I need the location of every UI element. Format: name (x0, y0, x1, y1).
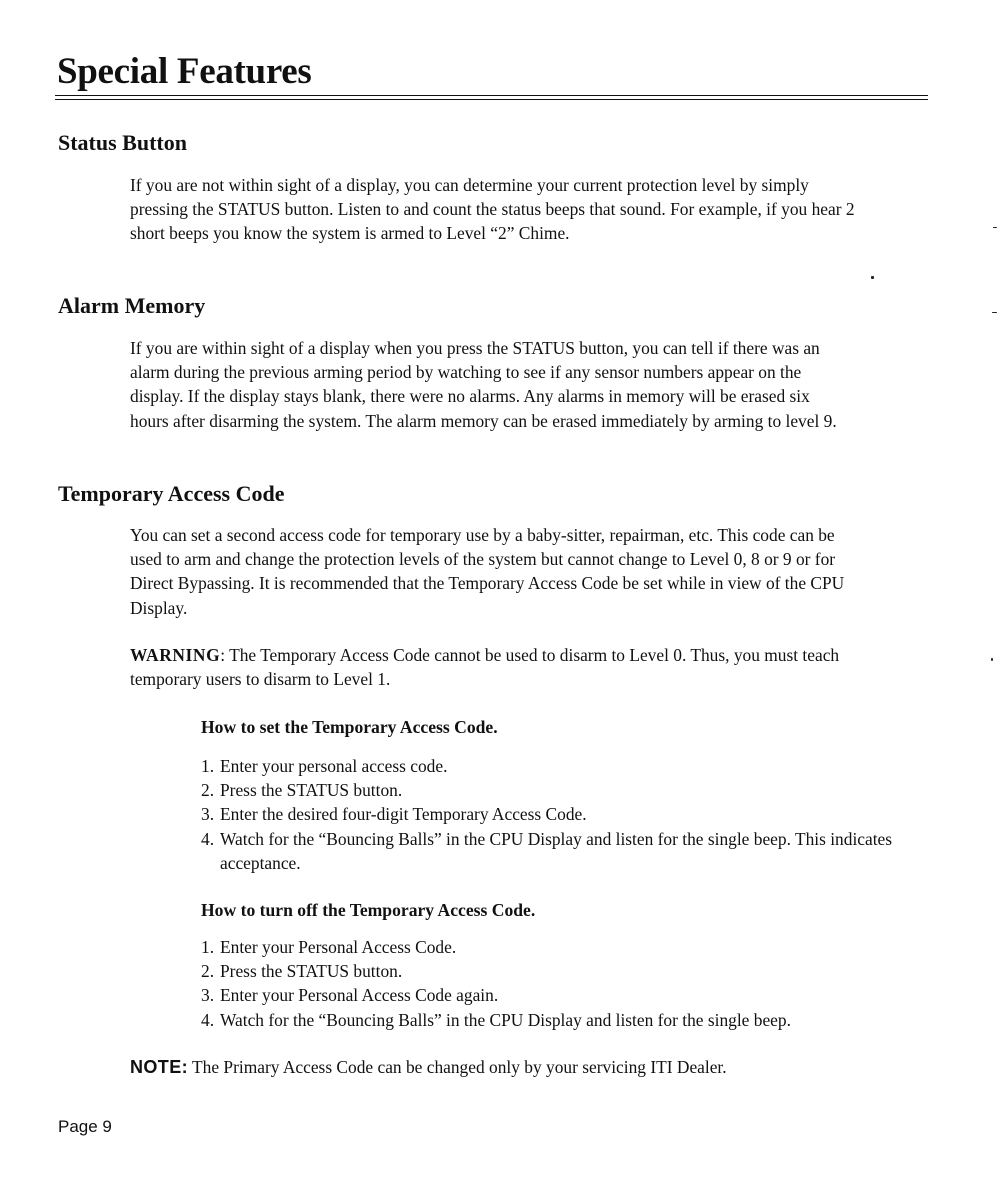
warning-paragraph (130, 643, 845, 691)
how-to-turn-off-steps (201, 935, 921, 1032)
warning-text: : The Temporary Access Code cannot be used to disarm to Level 0. Thus, you must teach temporary users to disarm to Level 1. (130, 645, 840, 690)
title-rule-bottom (55, 99, 928, 100)
status-button-heading: Status Button (58, 130, 187, 155)
step-text: Watch for the “Bouncing Balls” in the CPU Display and listen for the single beep. This indicates acceptance. (220, 828, 893, 873)
alarm-memory-body: If you are within sight of a display when you press the STATUS button, you can tell if there was an alarm during the previous arming period by watching to see if any sensor numbers appear on the display. If the display stays blank, there were no alarms. Any alarms in memory will be erased six hours after disarming the system. The alarm memory can be erased immediately by arming to level 9. (130, 338, 837, 431)
note-paragraph (130, 1055, 870, 1079)
list-item (201, 935, 921, 959)
how-to-set-steps (201, 754, 901, 875)
how-to-turn-off-heading: How to turn off the Temporary Access Code. (201, 900, 536, 920)
step-number: 1. (201, 937, 215, 957)
scan-speck (871, 276, 874, 279)
note-text: The Primary Access Code can be changed only by your servicing ITI Dealer. (188, 1057, 727, 1077)
list-item (201, 778, 901, 802)
list-item (201, 1008, 921, 1032)
how-to-set-heading: How to set the Temporary Access Code. (201, 717, 498, 737)
alarm-memory-heading: Alarm Memory (58, 293, 206, 318)
step-text: Press the STATUS button. (220, 780, 403, 801)
page-title: Special Features (57, 51, 312, 92)
list-item (201, 983, 921, 1007)
step-number: 2. (201, 780, 215, 801)
step-text: Watch for the “Bouncing Balls” in the CPU Display and listen for the single beep. (220, 1009, 791, 1030)
page-number: Page 9 (58, 1117, 112, 1136)
list-item (201, 827, 901, 875)
list-item (201, 802, 901, 826)
warning-label: WARNING (130, 645, 221, 665)
step-text: Press the STATUS button. (220, 961, 403, 982)
step-number: 1. (201, 756, 215, 776)
title-rule-top (55, 95, 928, 96)
step-text: Enter the desired four-digit Temporary Access Code. (220, 804, 587, 825)
scan-speck (991, 658, 993, 661)
temporary-access-code-body: You can set a second access code for temporary use by a baby-sitter, repairman, etc. This code can be used to arm and change the protection levels of the system but cannot change to Level 0, 8 or 9 or for Direct Bypassing. It is recommended that the Temporary Access Code be set while in view of the CPU Display. (130, 525, 845, 618)
step-number: 2. (201, 961, 215, 982)
list-item (201, 754, 901, 778)
step-text: Enter your personal access code. (220, 756, 448, 776)
step-number: 3. (201, 804, 215, 825)
scan-speck (992, 312, 997, 313)
temporary-access-code-heading: Temporary Access Code (58, 481, 285, 506)
step-number: 4. (201, 828, 215, 849)
status-button-body: If you are not within sight of a display, you can determine your current protection level by simply pressing the STATUS button. Listen to and count the status beeps that sound. For example, if you hear 2 short beeps you know the system is armed to Level “2” Chime. (130, 175, 855, 244)
note-label: NOTE: (130, 1057, 188, 1077)
step-text: Enter your Personal Access Code again. (220, 985, 499, 1006)
step-text: Enter your Personal Access Code. (220, 937, 457, 957)
scan-speck (993, 227, 997, 228)
step-number: 4. (201, 1009, 215, 1030)
step-number: 3. (201, 985, 215, 1006)
list-item (201, 959, 921, 983)
